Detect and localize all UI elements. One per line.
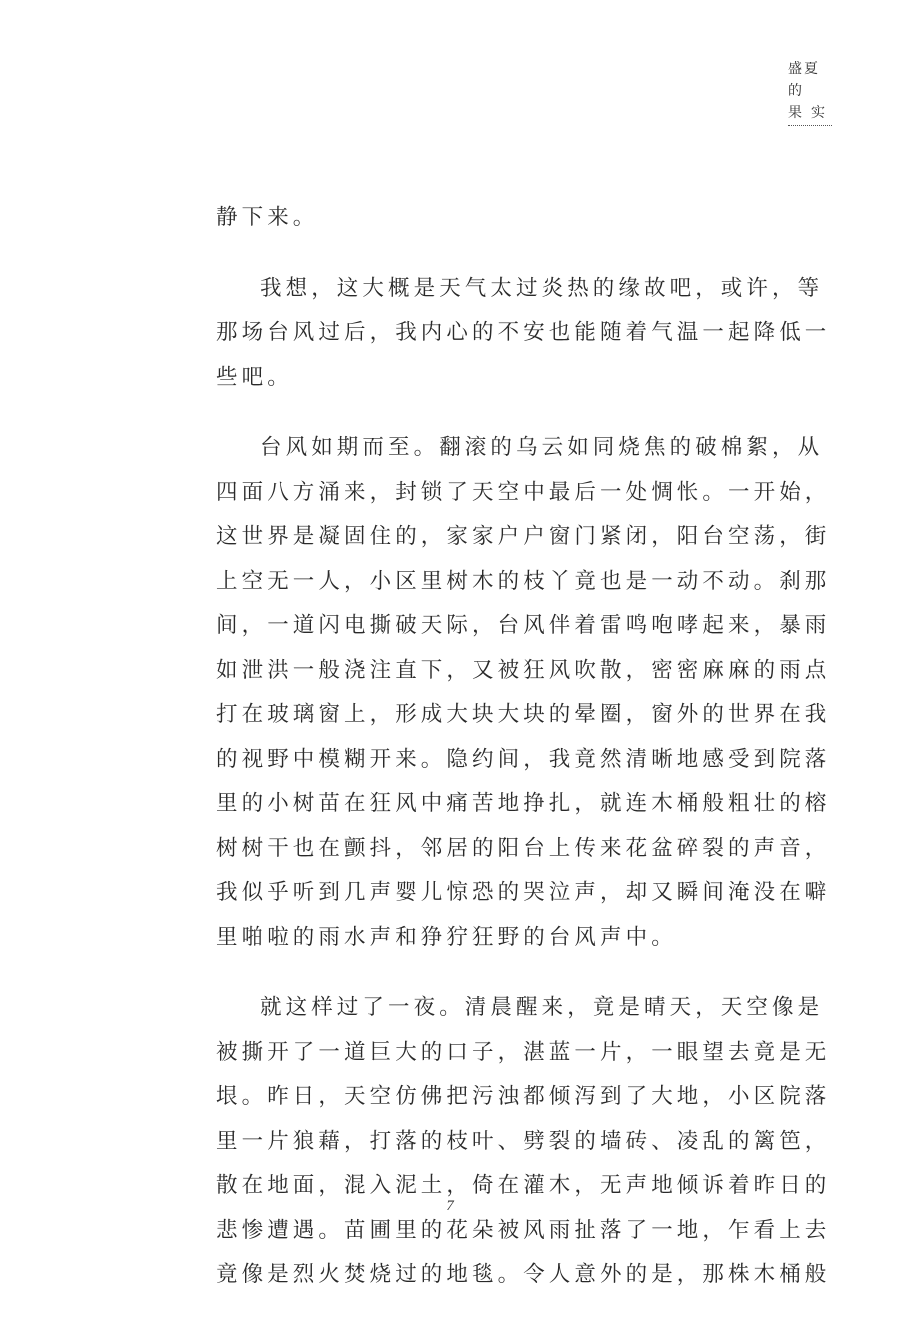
paragraph (216, 986, 831, 1298)
text-line: 上空无一人，小区里树木的枝丫竟也是一动不动。刹那 (216, 568, 831, 594)
text-line: 里的小树苗在狂风中痛苦地挣扎，就连木桶般粗壮的榕 (216, 791, 831, 816)
text-line: 些吧。 (216, 364, 293, 390)
text-line: 就这样过了一夜。清晨醒来，竟是晴天，天空像是 (260, 995, 824, 1020)
running-head-title-line1: 盛夏的 (788, 61, 820, 99)
paragraph (216, 267, 831, 401)
text-line: 竟像是烈火焚烧过的地毯。令人意外的是，那株木桶般 (216, 1262, 831, 1287)
paragraph (216, 426, 831, 960)
text-line: 的视野中模糊开来。隐约间，我竟然清晰地感受到院落 (216, 746, 831, 772)
text-line: 里啪啦的雨水声和狰狞狂野的台风声中。 (216, 924, 677, 950)
running-head-dotted-rule (788, 125, 832, 126)
text-line: 悲惨遭遇。苗圃里的花朵被风雨扯落了一地，乍看上去 (216, 1217, 831, 1243)
text-line: 垠。昨日，天空仿佛把污浊都倾泻到了大地，小区院落 (216, 1084, 831, 1109)
text-line: 被撕开了一道巨大的口子，湛蓝一片，一眼望去竟是无 (216, 1039, 831, 1065)
text-line: 树树干也在颤抖，邻居的阳台上传来花盆碎裂的声音， (216, 835, 831, 861)
running-head-title-line2: 果实 (788, 105, 834, 121)
text-line: 四面八方涌来，封锁了天空中最后一处惆怅。一开始， (216, 479, 831, 505)
page-number: 7 (446, 1198, 454, 1214)
text-line: 这世界是凝固住的，家家户户窗门紧闭，阳台空荡，街 (216, 524, 831, 549)
text-line: 静下来。 (216, 205, 319, 230)
body-text (216, 196, 831, 1324)
text-line: 我似乎听到几声婴儿惊恐的哭泣声，却又瞬间淹没在噼 (216, 880, 831, 905)
text-line: 里一片狼藉，打落的枝叶、劈裂的墙砖、凌乱的篱笆， (216, 1128, 831, 1154)
text-line: 那场台风过后，我内心的不安也能随着气温一起降低一 (216, 320, 831, 345)
text-line: 打在玻璃窗上，形成大块大块的晕圈，窗外的世界在我 (216, 702, 831, 727)
text-line: 我想，这大概是天气太过炎热的缘故吧，或许，等 (260, 275, 824, 301)
text-line: 散在地面，混入泥土，倚在灌木，无声地倾诉着昨日的 (216, 1173, 831, 1198)
text-line: 间，一道闪电撕破天际，台风伴着雷鸣咆哮起来，暴雨 (216, 613, 831, 638)
text-line: 如泄洪一般浇注直下，又被狂风吹散，密密麻麻的雨点 (216, 657, 831, 683)
running-head (788, 58, 834, 126)
text-line: 台风如期而至。翻滚的乌云如同烧焦的破棉絮，从 (260, 435, 824, 460)
paragraph (216, 196, 760, 241)
